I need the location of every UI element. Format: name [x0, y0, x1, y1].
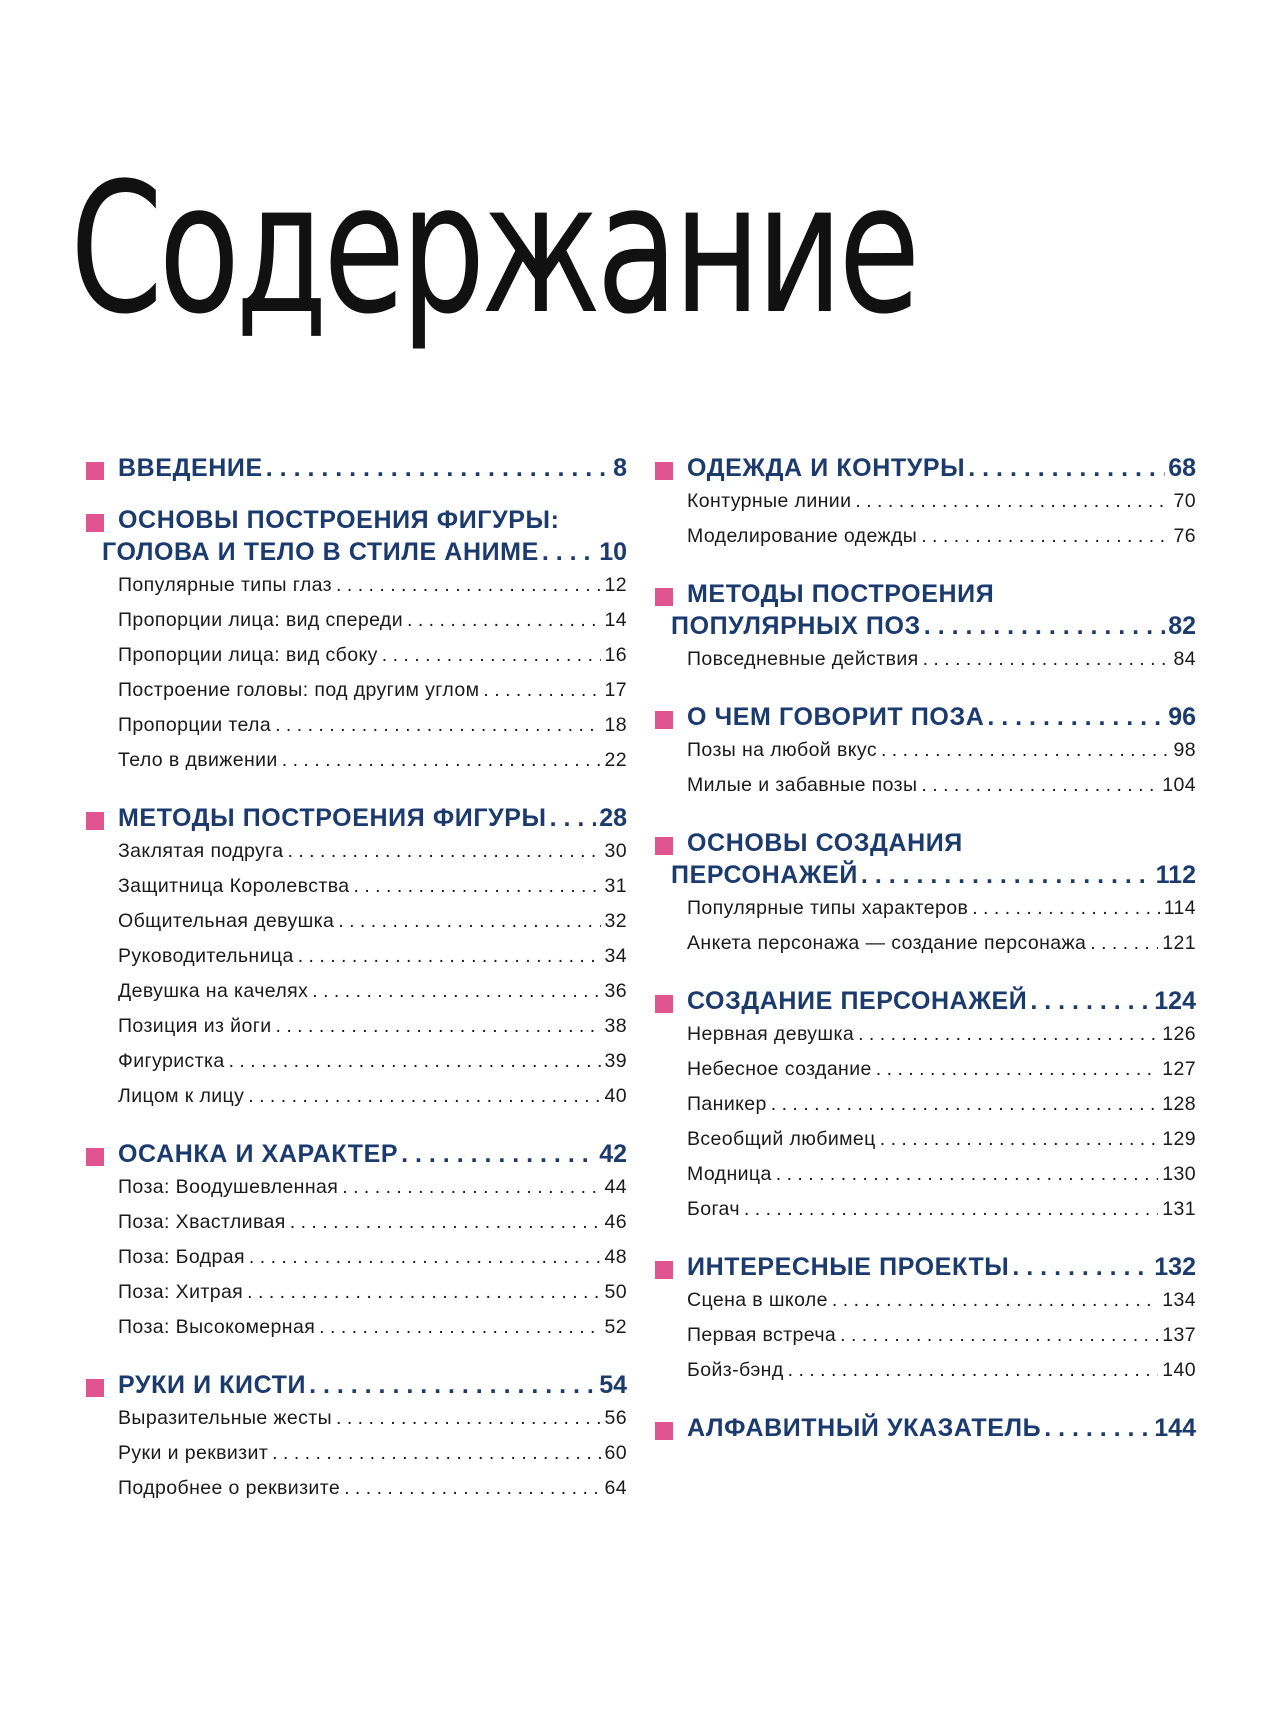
item-page-number: 36: [604, 980, 627, 1002]
toc-item: [86, 1477, 627, 1512]
toc-item: [86, 840, 627, 875]
dot-leader: [776, 1163, 1159, 1186]
toc-section: [86, 1140, 627, 1351]
section-page-number: 144: [1154, 1414, 1196, 1442]
item-page-number: 50: [604, 1281, 627, 1303]
section-marker: [655, 588, 673, 606]
section-heading-row: [86, 538, 627, 570]
dot-leader: [921, 525, 1169, 548]
item-page-number: 46: [604, 1211, 627, 1233]
dot-leader: [266, 454, 610, 483]
dot-leader: [880, 1128, 1159, 1151]
dot-leader: [353, 875, 600, 898]
toc-section: [86, 506, 627, 784]
toc-item: [86, 875, 627, 910]
toc-item: [655, 525, 1196, 560]
item-page-number: 129: [1162, 1128, 1196, 1150]
item-page-number: 48: [604, 1246, 627, 1268]
item-label: Контурные линии: [687, 490, 852, 512]
section-heading-row: [86, 1140, 627, 1172]
item-page-number: 76: [1173, 525, 1196, 547]
section-page-number: 82: [1168, 612, 1196, 640]
section-items: [655, 897, 1196, 967]
dot-leader: [861, 861, 1153, 890]
dot-leader: [272, 1442, 600, 1465]
toc-item: [655, 1289, 1196, 1324]
item-label: Поза: Хитрая: [118, 1281, 244, 1303]
section-heading-row: [655, 1414, 1196, 1446]
toc-item: [655, 739, 1196, 774]
item-label: Девушка на качелях: [118, 980, 309, 1002]
item-label: Выразительные жесты: [118, 1407, 333, 1429]
item-label: Анкета персонажа — создание персонажа: [687, 932, 1087, 954]
item-label: Популярные типы глаз: [118, 574, 333, 596]
item-label: Популярные типы характеров: [687, 897, 969, 919]
toc-left-column: [86, 454, 627, 1532]
section-heading-row: [655, 703, 1196, 735]
dot-leader: [275, 714, 600, 737]
item-label: Поза: Бодрая: [118, 1246, 245, 1268]
item-label: Построение головы: под другим углом: [118, 679, 480, 701]
dot-leader: [336, 1407, 600, 1430]
section-heading-row: [655, 1253, 1196, 1285]
dot-leader: [1030, 987, 1151, 1016]
item-page-number: 130: [1162, 1163, 1196, 1185]
toc-item: [86, 1281, 627, 1316]
item-label: Моделирование одежды: [687, 525, 918, 547]
item-page-number: 52: [604, 1316, 627, 1338]
section-heading-row: [86, 804, 627, 836]
dot-leader: [855, 490, 1169, 513]
dot-leader: [247, 1281, 600, 1304]
toc-item: [86, 945, 627, 980]
section-marker: [655, 1261, 673, 1279]
toc-item: [86, 679, 627, 714]
section-items: [655, 739, 1196, 809]
section-title: ПЕРСОНАЖЕЙ: [671, 861, 858, 889]
section-title: АЛФАВИТНЫЙ УКАЗАТЕЛЬ: [687, 1414, 1042, 1442]
item-label: Фигуристка: [118, 1050, 225, 1072]
item-page-number: 40: [604, 1085, 627, 1107]
section-page-number: 10: [599, 538, 627, 566]
toc-item: [655, 1324, 1196, 1359]
section-heading-row: [86, 1371, 627, 1403]
item-page-number: 56: [604, 1407, 627, 1429]
section-heading-row: [86, 454, 627, 486]
section-marker: [86, 462, 104, 480]
toc-item: [655, 1058, 1196, 1093]
section-items: [86, 1176, 627, 1351]
section-title: О ЧЕМ ГОВОРИТ ПОЗА: [687, 703, 985, 731]
item-page-number: 140: [1162, 1359, 1196, 1381]
item-page-number: 134: [1162, 1289, 1196, 1311]
toc-item: [86, 1316, 627, 1351]
item-label: Сцена в школе: [687, 1289, 828, 1311]
item-page-number: 38: [604, 1015, 627, 1037]
section-marker: [86, 812, 104, 830]
toc-section: [655, 580, 1196, 683]
section-heading-row: [86, 506, 627, 538]
section-heading-row: [655, 454, 1196, 486]
section-heading-row: [655, 612, 1196, 644]
section-title: ПОПУЛЯРНЫХ ПОЗ: [671, 612, 921, 640]
section-title: СОЗДАНИЕ ПЕРСОНАЖЕЙ: [687, 987, 1028, 1015]
item-page-number: 128: [1162, 1093, 1196, 1115]
dot-leader: [771, 1093, 1158, 1116]
dot-leader: [542, 538, 596, 567]
toc-item: [655, 1198, 1196, 1233]
section-marker: [655, 462, 673, 480]
toc-section: [655, 987, 1196, 1233]
dot-leader: [336, 574, 600, 597]
item-label: Руководительница: [118, 945, 294, 967]
item-page-number: 60: [604, 1442, 627, 1464]
toc-item: [86, 1442, 627, 1477]
item-page-number: 12: [604, 574, 627, 596]
toc-item: [86, 1015, 627, 1050]
item-label: Руки и реквизит: [118, 1442, 269, 1464]
dot-leader: [972, 897, 1159, 920]
dot-leader: [968, 454, 1165, 483]
section-marker: [86, 514, 104, 532]
dot-leader: [319, 1316, 600, 1339]
section-page-number: 28: [599, 804, 627, 832]
section-page-number: 96: [1168, 703, 1196, 731]
section-items: [86, 574, 627, 784]
item-label: Нервная девушка: [687, 1023, 855, 1045]
toc-item: [655, 932, 1196, 967]
section-page-number: 68: [1168, 454, 1196, 482]
section-title: МЕТОДЫ ПОСТРОЕНИЯ ФИГУРЫ: [118, 804, 547, 832]
section-page-number: 112: [1155, 861, 1196, 889]
toc-item: [655, 1359, 1196, 1394]
toc-item: [86, 749, 627, 784]
section-title: ОДЕЖДА И КОНТУРЫ: [687, 454, 966, 482]
dot-leader: [987, 703, 1165, 732]
section-title: ОСНОВЫ СОЗДАНИЯ: [687, 829, 963, 857]
dot-leader: [229, 1050, 601, 1073]
toc-item: [655, 1093, 1196, 1128]
item-label: Поза: Хвастливая: [118, 1211, 286, 1233]
section-title: ОСАНКА И ХАРАКТЕР: [118, 1140, 399, 1168]
item-page-number: 98: [1173, 739, 1196, 761]
section-page-number: 42: [599, 1140, 627, 1168]
item-page-number: 32: [604, 910, 627, 932]
toc-item: [655, 1128, 1196, 1163]
section-page-number: 124: [1154, 987, 1196, 1015]
dot-leader: [382, 644, 601, 667]
item-label: Позиция из йоги: [118, 1015, 272, 1037]
item-label: Поза: Высокомерная: [118, 1316, 316, 1338]
section-marker: [86, 1379, 104, 1397]
dot-leader: [338, 910, 600, 933]
section-page-number: 54: [599, 1371, 627, 1399]
section-title: ИНТЕРЕСНЫЕ ПРОЕКТЫ: [687, 1253, 1010, 1281]
dot-leader: [248, 1085, 600, 1108]
item-page-number: 31: [604, 875, 627, 897]
item-label: Тело в движении: [118, 749, 278, 771]
section-heading-row: [655, 829, 1196, 861]
item-page-number: 70: [1173, 490, 1196, 512]
item-page-number: 84: [1173, 648, 1196, 670]
item-page-number: 16: [604, 644, 627, 666]
toc-item: [86, 1211, 627, 1246]
item-label: Модница: [687, 1163, 772, 1185]
item-page-number: 14: [604, 609, 627, 631]
item-page-number: 44: [604, 1176, 627, 1198]
item-label: Всеобщий любимец: [687, 1128, 876, 1150]
toc-item: [86, 574, 627, 609]
toc-item: [655, 897, 1196, 932]
toc-item: [86, 1246, 627, 1281]
toc-item: [86, 714, 627, 749]
dot-leader: [881, 739, 1170, 762]
section-items: [86, 840, 627, 1120]
toc-section: [655, 829, 1196, 967]
item-label: Лицом к лицу: [118, 1085, 245, 1107]
dot-leader: [788, 1359, 1159, 1382]
toc-section: [655, 1414, 1196, 1446]
section-items: [655, 490, 1196, 560]
item-page-number: 137: [1162, 1324, 1196, 1346]
item-label: Бойз-бэнд: [687, 1359, 784, 1381]
toc-item: [86, 609, 627, 644]
section-marker: [86, 1148, 104, 1166]
toc-item: [86, 1407, 627, 1442]
dot-leader: [282, 749, 601, 772]
dot-leader: [344, 1477, 600, 1500]
dot-leader: [290, 1211, 601, 1234]
dot-leader: [342, 1176, 600, 1199]
section-heading-row: [655, 861, 1196, 893]
toc-section: [86, 1371, 627, 1512]
item-page-number: 121: [1162, 932, 1196, 954]
dot-leader: [876, 1058, 1158, 1081]
item-label: Повседневные действия: [687, 648, 919, 670]
item-label: Богач: [687, 1198, 740, 1220]
section-items: [655, 1023, 1196, 1233]
section-marker: [655, 995, 673, 1013]
section-heading-row: [655, 580, 1196, 612]
dot-leader: [921, 774, 1158, 797]
toc-item: [86, 1085, 627, 1120]
section-heading-row: [655, 987, 1196, 1019]
item-label: Пропорции тела: [118, 714, 272, 736]
toc-item: [86, 1050, 627, 1085]
dot-leader: [483, 679, 600, 702]
toc-item: [86, 1176, 627, 1211]
dot-leader: [309, 1371, 596, 1400]
dot-leader: [1012, 1253, 1151, 1282]
toc-right-column: [655, 454, 1196, 1466]
section-marker: [655, 1422, 673, 1440]
dot-leader: [298, 945, 601, 968]
item-label: Пропорции лица: вид сбоку: [118, 644, 378, 666]
section-items: [655, 1289, 1196, 1394]
toc-section: [655, 1253, 1196, 1394]
dot-leader: [840, 1324, 1158, 1347]
toc-item: [86, 644, 627, 679]
section-marker: [655, 837, 673, 855]
item-page-number: 104: [1162, 774, 1196, 796]
item-page-number: 30: [604, 840, 627, 862]
item-label: Подробнее о реквизите: [118, 1477, 341, 1499]
dot-leader: [744, 1198, 1158, 1221]
item-label: Паникер: [687, 1093, 767, 1115]
item-page-number: 18: [604, 714, 627, 736]
item-label: Небесное создание: [687, 1058, 872, 1080]
item-page-number: 126: [1162, 1023, 1196, 1045]
toc-section: [86, 454, 627, 486]
item-label: Первая встреча: [687, 1324, 837, 1346]
toc-section: [655, 703, 1196, 809]
section-title: ГОЛОВА И ТЕЛО В СТИЛЕ АНИМЕ: [102, 538, 539, 566]
dot-leader: [276, 1015, 601, 1038]
dot-leader: [407, 609, 601, 632]
item-label: Защитница Королевства: [118, 875, 350, 897]
section-title: ВВЕДЕНИЕ: [118, 454, 263, 482]
item-label: Общительная девушка: [118, 910, 335, 932]
dot-leader: [924, 612, 1165, 641]
item-label: Позы на любой вкус: [687, 739, 877, 761]
toc-item: [655, 648, 1196, 683]
item-label: Милые и забавные позы: [687, 774, 918, 796]
section-items: [655, 648, 1196, 683]
section-title: МЕТОДЫ ПОСТРОЕНИЯ: [687, 580, 995, 608]
section-title: ОСНОВЫ ПОСТРОЕНИЯ ФИГУРЫ:: [118, 506, 560, 534]
toc-section: [655, 454, 1196, 560]
page-title: Содержание: [70, 145, 916, 354]
section-title: РУКИ И КИСТИ: [118, 1371, 307, 1399]
section-page-number: 8: [613, 454, 627, 482]
toc-item: [655, 774, 1196, 809]
section-items: [86, 1407, 627, 1512]
toc-section: [86, 804, 627, 1120]
toc-item: [86, 910, 627, 945]
dot-leader: [550, 804, 597, 833]
dot-leader: [288, 840, 601, 863]
item-page-number: 39: [604, 1050, 627, 1072]
item-label: Заклятая подруга: [118, 840, 284, 862]
dot-leader: [312, 980, 600, 1003]
item-label: Пропорции лица: вид спереди: [118, 609, 403, 631]
dot-leader: [858, 1023, 1158, 1046]
toc-item: [86, 980, 627, 1015]
dot-leader: [1044, 1414, 1151, 1443]
dot-leader: [832, 1289, 1158, 1312]
item-page-number: 34: [604, 945, 627, 967]
dot-leader: [249, 1246, 601, 1269]
section-page-number: 132: [1154, 1253, 1196, 1281]
toc-item: [655, 490, 1196, 525]
toc-item: [655, 1023, 1196, 1058]
dot-leader: [923, 648, 1170, 671]
item-page-number: 17: [604, 679, 627, 701]
item-page-number: 22: [604, 749, 627, 771]
item-page-number: 127: [1162, 1058, 1196, 1080]
item-label: Поза: Воодушевленная: [118, 1176, 339, 1198]
toc-item: [655, 1163, 1196, 1198]
item-page-number: 114: [1163, 897, 1196, 919]
dot-leader: [1090, 932, 1158, 955]
item-page-number: 131: [1162, 1198, 1196, 1220]
item-page-number: 64: [604, 1477, 627, 1499]
section-marker: [655, 711, 673, 729]
dot-leader: [401, 1140, 596, 1169]
